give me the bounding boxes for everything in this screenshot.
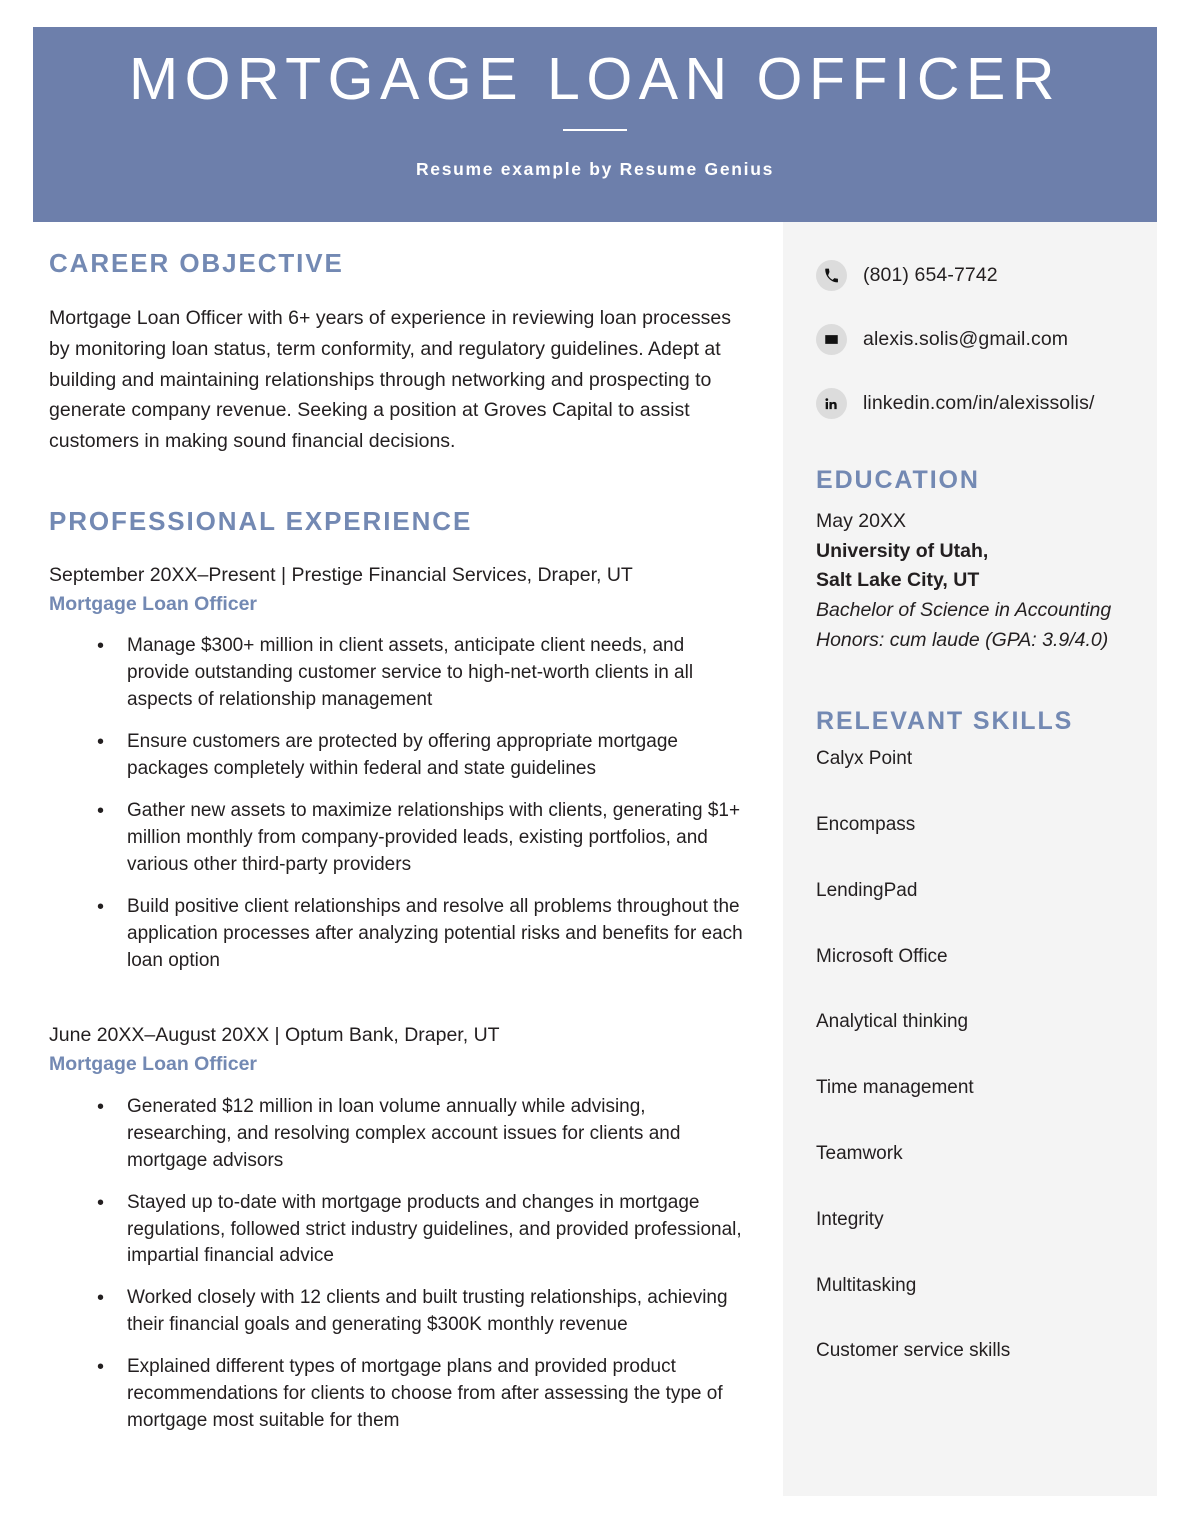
job-meta: September 20XX–Present | Prestige Financial Services, Draper, UT [49,563,633,586]
phone-number: (801) 654-7742 [863,263,998,286]
list-item: • Explained different types of mortgage plans and provided product recommendations for clients to choose from after assessing the type of mortgage most suitable for them [97,1354,749,1435]
job-title: Mortgage Loan Officer [49,593,258,616]
list-item: • Stayed up to-date with mortgage products and changes in mortgage regulations, followed strict industry guidelines, and provided professional, impartial financial advice [97,1190,749,1271]
skills-heading: RELEVANT SKILLS [816,707,1074,736]
job-title: Mortgage Loan Officer [49,1053,258,1076]
education-section [816,466,1127,655]
education-date: May 20XX [816,510,906,532]
career-objective-heading: CAREER OBJECTIVE [49,248,344,278]
linkedin-icon [816,388,847,419]
list-item: • Generated $12 million in loan volume annually while advising, researching, and resolving complex account issues for clients and mortgage advisors [97,1094,749,1175]
career-objective-text: Mortgage Loan Officer with 6+ years of experience in reviewing loan processes by monitoring loan status, term conformity, and regulatory guidelines. Adept at building and maintaining relationships through networking and prospecting to generate company revenue. Seeking a position at Groves Capital to assist customers in making sound financial decisions. [49,307,731,453]
contact-email[interactable] [816,324,1127,355]
job-meta: June 20XX–August 20XX | Optum Bank, Draper, UT [49,1024,500,1047]
sidebar [783,222,1157,1496]
education-school-line1: University of Utah, [816,539,989,562]
list-item: LendingPad [816,879,918,901]
page-title: MORTGAGE LOAN OFFICER [129,46,1061,112]
list-item: • Ensure customers are protected by offering appropriate mortgage packages completely within federal and state guidelines [97,729,749,783]
main-column [49,248,749,1450]
phone-icon [816,260,847,291]
email-address: alexis.solis@gmail.com [863,327,1069,350]
list-item: • Build positive client relationships and resolve all problems throughout the application processes after analyzing potential risks and benefits for each loan option [97,894,749,975]
list-item: • Worked closely with 12 clients and built trusting relationships, achieving their financial goals and generating $300K monthly revenue [97,1285,749,1339]
linkedin-url: linkedin.com/in/alexissolis/ [863,391,1095,414]
skills-list [816,748,1127,1363]
contact-list [816,260,1127,419]
list-item: Integrity [816,1208,884,1230]
experience-entry [49,561,749,975]
professional-experience-heading: PROFESSIONAL EXPERIENCE [49,505,473,536]
professional-experience-section [49,506,749,1435]
list-item: Encompass [816,813,916,835]
skills-section [816,707,1127,1363]
resume-subtitle: Resume example by Resume Genius [415,158,775,179]
list-item: Multitasking [816,1274,917,1296]
envelope-icon [816,324,847,355]
resume-header-band [33,27,1157,222]
list-item: • Gather new assets to maximize relationships with clients, generating $1+ million monthly from company-provided leads, existing portfolios, and various other third-party providers [97,798,749,879]
job-bullets [49,633,749,975]
career-objective-section [49,248,749,457]
list-item: • Manage $300+ million in client assets, anticipate client needs, and provide outstanding customer service to high-net-worth clients in all aspects of relationship management [97,633,749,714]
job-bullets [49,1094,749,1436]
list-item: Customer service skills [816,1340,1011,1362]
list-item: Time management [816,1077,974,1099]
list-item: Analytical thinking [816,1011,969,1033]
list-item: Calyx Point [816,748,913,770]
contact-linkedin[interactable] [816,388,1127,419]
education-honors: Honors: cum laude (GPA: 3.9/4.0) [816,628,1109,651]
education-school-line2: Salt Lake City, UT [816,569,980,592]
list-item: Microsoft Office [816,945,948,967]
experience-entry [49,1021,749,1435]
contact-phone[interactable] [816,260,1127,291]
education-degree: Bachelor of Science in Accounting [816,598,1112,621]
education-heading: EDUCATION [816,466,980,494]
list-item: Teamwork [816,1142,903,1164]
